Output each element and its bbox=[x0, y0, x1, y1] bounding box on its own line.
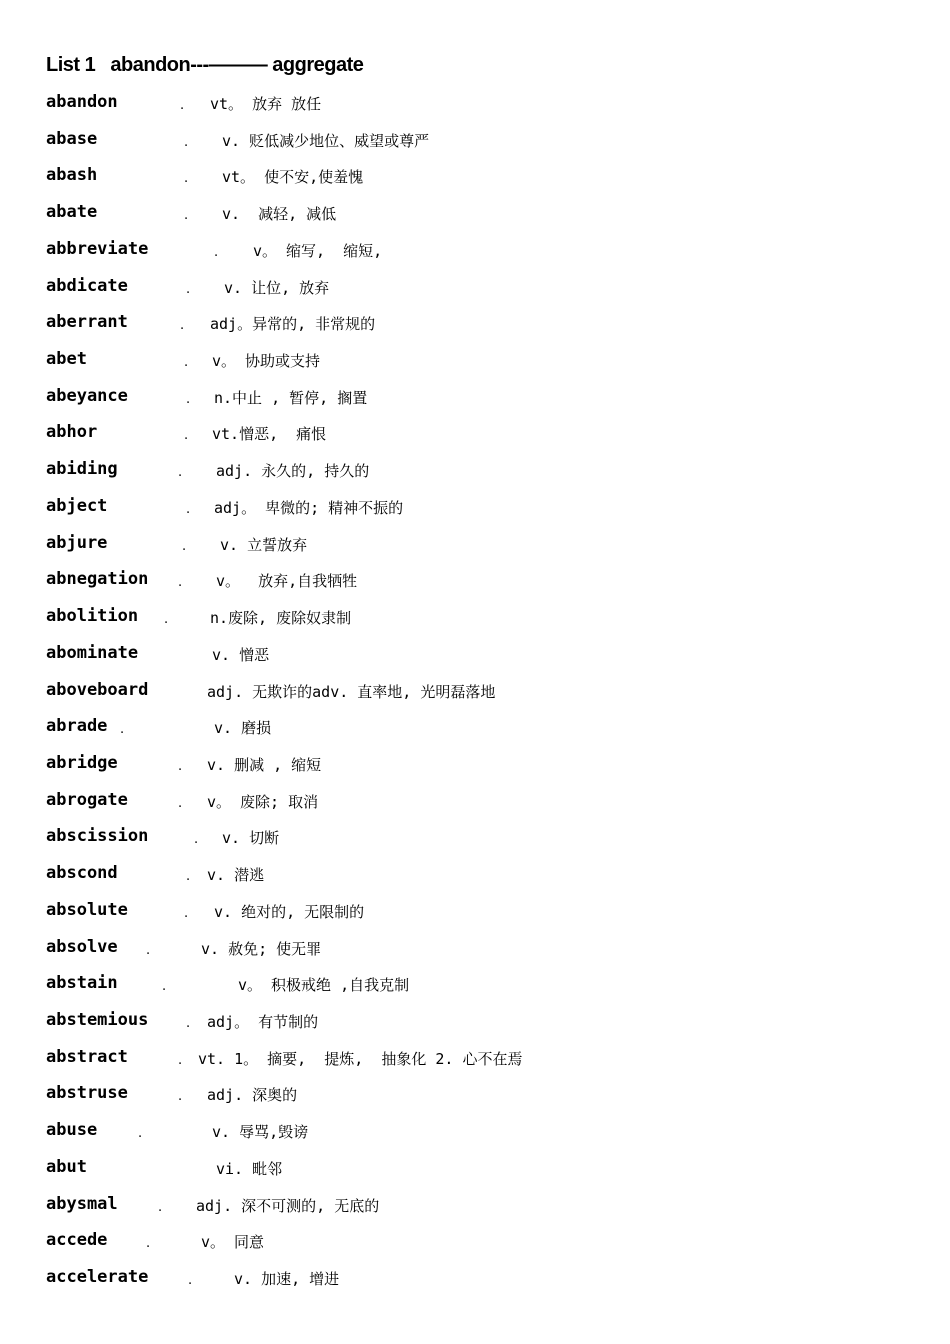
vocab-word: abase bbox=[46, 128, 98, 149]
vocab-word: accelerate bbox=[46, 1267, 149, 1288]
separator-dot: . bbox=[178, 465, 183, 481]
vocab-entry bbox=[0, 969, 950, 999]
vocab-word: abash bbox=[46, 165, 98, 186]
vocab-definition: vi. 毗邻 bbox=[216, 1159, 283, 1178]
vocab-entry bbox=[0, 1079, 950, 1109]
vocab-entry bbox=[0, 1043, 950, 1073]
vocab-entry bbox=[0, 382, 950, 412]
separator-dot: . bbox=[184, 171, 189, 187]
vocab-entry bbox=[0, 565, 950, 595]
vocab-definition: adj. 深不可测的, 无底的 bbox=[196, 1196, 380, 1215]
separator-dot: . bbox=[194, 832, 199, 848]
vocab-word: abject bbox=[46, 495, 108, 516]
vocab-word: abstain bbox=[46, 973, 118, 994]
separator-dot: . bbox=[178, 1052, 183, 1068]
vocab-word: abandon bbox=[46, 92, 118, 112]
vocab-word: abscond bbox=[46, 863, 118, 884]
vocab-word: aboveboard bbox=[46, 679, 149, 700]
separator-dot: . bbox=[178, 758, 183, 774]
vocab-entry bbox=[0, 492, 950, 522]
vocab-definition: v. 切断 bbox=[222, 829, 280, 848]
separator-dot: . bbox=[184, 428, 189, 444]
separator-dot: . bbox=[184, 208, 189, 224]
vocab-word: abrogate bbox=[46, 789, 128, 810]
vocab-definition: v. 立誓放弃 bbox=[220, 535, 308, 554]
vocab-word: absolve bbox=[46, 936, 118, 957]
vocab-definition: v。 放弃,自我牺牲 bbox=[216, 572, 358, 591]
separator-dot: . bbox=[214, 244, 219, 260]
vocab-entry bbox=[0, 125, 950, 155]
vocab-definition: n.废除, 废除奴隶制 bbox=[210, 609, 352, 628]
vocab-entry bbox=[0, 676, 950, 706]
vocab-entry bbox=[0, 1226, 950, 1256]
vocab-definition: v. 潜逃 bbox=[207, 866, 265, 885]
vocab-word: abstruse bbox=[46, 1083, 128, 1104]
vocab-definition: vt。 使不安,使羞愧 bbox=[222, 168, 364, 187]
separator-dot: . bbox=[178, 795, 183, 811]
vocab-entry bbox=[0, 272, 950, 302]
separator-dot: . bbox=[186, 501, 191, 517]
vocab-word: abstract bbox=[46, 1046, 128, 1067]
vocab-definition: vt。 放弃 放任 bbox=[210, 95, 322, 113]
separator-dot: . bbox=[180, 318, 185, 334]
separator-dot: . bbox=[178, 575, 183, 591]
separator-dot: . bbox=[186, 1016, 191, 1031]
vocab-word: abiding bbox=[46, 459, 118, 480]
vocab-definition: vt. 1。 摘要, 提炼, 抽象化 2. 心不在焉 bbox=[198, 1049, 523, 1068]
separator-dot: . bbox=[146, 1236, 151, 1252]
vocab-entry bbox=[0, 1263, 950, 1293]
separator-dot: . bbox=[178, 1089, 183, 1105]
vocab-definition: v. 磨损 bbox=[214, 719, 272, 738]
vocab-definition: v。 协助或支持 bbox=[212, 352, 321, 371]
vocab-word: abeyance bbox=[46, 385, 128, 406]
vocab-entry bbox=[0, 933, 950, 963]
vocab-word: abjure bbox=[46, 532, 108, 553]
vocab-definition: v. 加速, 增进 bbox=[234, 1270, 340, 1289]
vocab-entry bbox=[0, 859, 950, 889]
vocab-entry bbox=[0, 455, 950, 485]
vocab-definition: adj. 永久的, 持久的 bbox=[216, 462, 370, 481]
page-title: List 1 abandon---——— aggregate bbox=[46, 54, 364, 76]
vocab-definition: v. 憎恶 bbox=[212, 645, 270, 664]
vocab-word: abolition bbox=[46, 606, 139, 627]
vocab-word: abet bbox=[46, 349, 87, 370]
vocab-definition: v. 让位, 放弃 bbox=[224, 278, 330, 297]
vocab-entry bbox=[0, 786, 950, 816]
vocab-definition: adj。 有节制的 bbox=[207, 1013, 319, 1031]
vocab-entry bbox=[0, 418, 950, 448]
vocab-entry bbox=[0, 161, 950, 191]
vocab-entry bbox=[0, 1153, 950, 1183]
vocab-definition: adj. 深奥的 bbox=[207, 1086, 298, 1105]
vocab-entry bbox=[0, 749, 950, 779]
vocab-definition: v. 贬低减少地位、威望或尊严 bbox=[222, 131, 430, 150]
vocab-definition: adj. 无欺诈的adv. 直率地, 光明磊落地 bbox=[207, 682, 496, 701]
separator-dot: . bbox=[158, 1199, 163, 1215]
separator-dot: . bbox=[184, 355, 189, 371]
vocab-entry bbox=[0, 896, 950, 926]
vocab-entry bbox=[0, 235, 950, 265]
vocab-definition: n.中止 , 暂停, 搁置 bbox=[214, 388, 368, 407]
vocab-definition: v。 积极戒绝 ,自我克制 bbox=[238, 976, 410, 995]
vocab-entry bbox=[0, 198, 950, 228]
separator-dot: . bbox=[186, 869, 191, 885]
vocab-entry bbox=[0, 345, 950, 375]
vocab-definition: v. 辱骂,毁谤 bbox=[212, 1123, 309, 1142]
separator-dot: . bbox=[184, 134, 189, 150]
separator-dot: . bbox=[146, 942, 151, 958]
separator-dot: . bbox=[186, 281, 191, 297]
vocab-definition: v. 绝对的, 无限制的 bbox=[214, 902, 365, 921]
vocab-word: abut bbox=[46, 1156, 87, 1177]
separator-dot: . bbox=[188, 1273, 193, 1289]
vocab-entry bbox=[0, 1190, 950, 1220]
vocab-word: abdicate bbox=[46, 275, 128, 296]
vocab-word: abstemious bbox=[46, 1010, 149, 1030]
separator-dot: . bbox=[184, 905, 189, 921]
vocab-definition: v. 减轻, 减低 bbox=[222, 205, 337, 224]
vocab-entry bbox=[0, 712, 950, 742]
vocab-definition: adj。异常的, 非常规的 bbox=[210, 315, 376, 334]
vocab-definition: v. 赦免; 使无罪 bbox=[201, 939, 322, 958]
separator-dot: . bbox=[186, 391, 191, 407]
separator-dot: . bbox=[180, 98, 185, 113]
vocab-word: abhor bbox=[46, 422, 98, 443]
vocab-word: abominate bbox=[46, 642, 139, 663]
vocab-entry bbox=[0, 822, 950, 852]
vocab-word: abrade bbox=[46, 716, 108, 737]
vocab-word: aberrant bbox=[46, 312, 128, 333]
vocab-word: abnegation bbox=[46, 569, 149, 590]
vocab-word: absolute bbox=[46, 899, 128, 920]
vocab-entry bbox=[0, 639, 950, 669]
separator-dot: . bbox=[162, 979, 167, 995]
vocab-entry bbox=[0, 529, 950, 559]
separator-dot: . bbox=[182, 538, 187, 554]
vocab-definition: v. 删减 , 缩短 bbox=[207, 755, 322, 774]
separator-dot: . bbox=[120, 722, 125, 738]
separator-dot: . bbox=[138, 1126, 143, 1142]
vocab-word: abate bbox=[46, 202, 98, 223]
vocab-entry bbox=[0, 1006, 950, 1036]
vocab-word: accede bbox=[46, 1230, 108, 1251]
vocab-word: abbreviate bbox=[46, 238, 149, 259]
vocab-word: abridge bbox=[46, 752, 118, 773]
vocab-word: abysmal bbox=[46, 1193, 118, 1214]
vocab-entry bbox=[0, 88, 950, 118]
vocab-entry bbox=[0, 602, 950, 632]
vocab-entry bbox=[0, 308, 950, 338]
vocab-word: abscission bbox=[46, 826, 149, 847]
vocab-word: abuse bbox=[46, 1120, 98, 1141]
vocab-definition: v。 废除; 取消 bbox=[207, 792, 319, 811]
separator-dot: . bbox=[164, 612, 169, 628]
vocab-entry bbox=[0, 1116, 950, 1146]
vocab-definition: adj。 卑微的; 精神不振的 bbox=[214, 498, 404, 517]
vocab-definition: v。 缩写, 缩短, bbox=[253, 241, 383, 260]
vocab-definition: v。 同意 bbox=[201, 1233, 265, 1252]
vocab-definition: vt.憎恶, 痛恨 bbox=[212, 425, 327, 444]
